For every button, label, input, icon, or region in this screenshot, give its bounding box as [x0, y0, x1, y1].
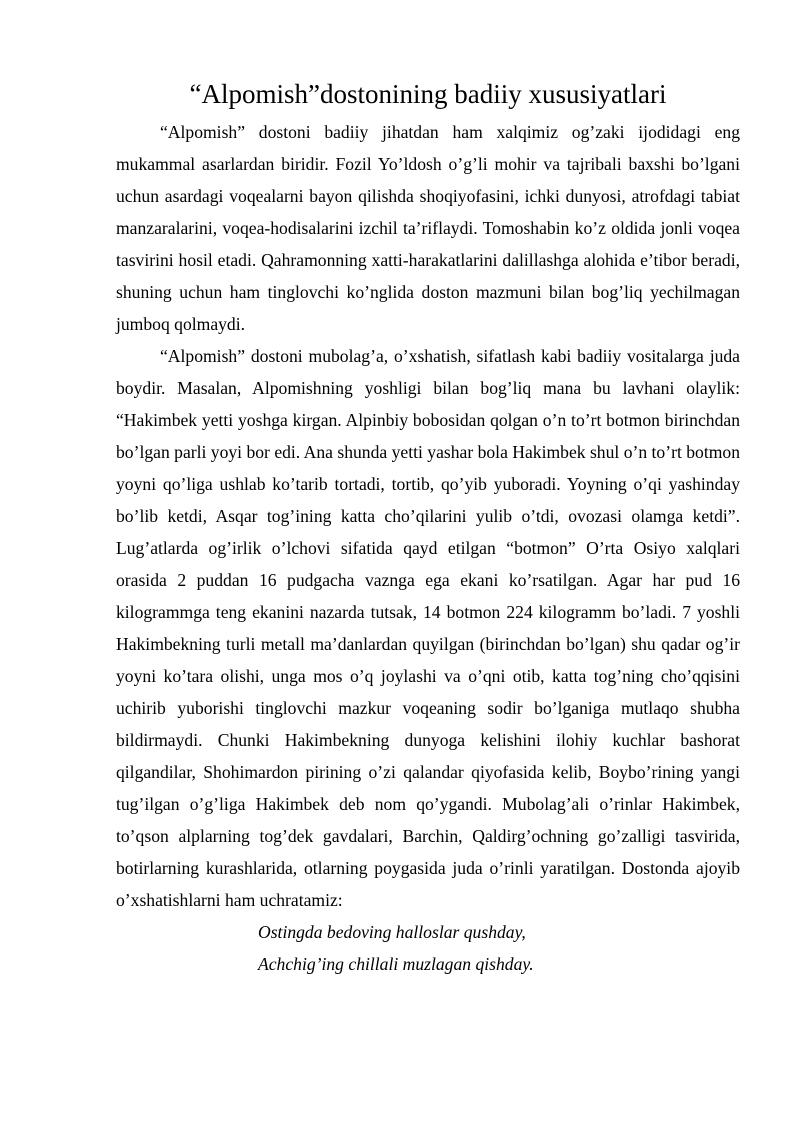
paragraph-1: “Alpomish” dostoni badiiy jihatdan ham xalqimiz og’zaki ijodidagi eng mukammal asarlardan biridir. Fozil Yo’ldosh o’g’li mohir va tajribali baxshi bo’lgani uchun asardagi voqealarni bayon qilishda shoqiyofasini, ichki dunyosi, atrofdagi tabiat manzaralarini, voqea-hodisalarini izchil ta’riflaydi. Tomoshabin ko’z oldida jonli voqea tasvirini hosil etadi. Qahramonning xatti-harakatlarini dalillashga alohida e’tibor beradi, shuning uchun ham tinglovchi ko’nglida doston mazmuni bilan bog’liq yechilmagan jumboq qolmaydi.: [116, 122, 740, 334]
verse-line-1: Ostingda bedoving halloslar qushday,: [258, 922, 526, 942]
document-page: [116, 74, 740, 980]
verse-quote: [116, 916, 740, 980]
document-title: “Alpomish”dostonining badiiy xususiyatlari: [189, 79, 667, 109]
paragraph-2: “Alpomish” dostoni mubolag’a, o’xshatish, sifatlash kabi badiiy vositalarga juda boydir. Masalan, Alpomishning yoshligi bilan bog’liq mana bu lavhani olaylik: “Hakimbek yetti yoshga kirgan. Alpinbiy bobosidan qolgan o’n to’rt botmon birinchdan bo’lgan parli yoyi bor edi. Ana shunda yetti yashar bola Hakimbek shul o’n to’rt botmon yoyni qo’liga ushlab ko’tarib tortadi, tortib, qo’yib yuboradi. Yoyning o’qi yashinday bo’lib ketdi, Asqar tog’ining katta cho’qilarini yulib o’tdi, ovozasi olamga ketdi”. Lug’atlarda og’irlik o’lchovi sifatida qayd etilgan “botmon” O’rta Osiyo xalqlari orasida 2 puddan 16 pudgacha vaznga ega ekani ko’rsatilgan. Agar har pud 16 kilogrammga teng ekanini nazarda tutsak, 14 botmon 224 kilogramm bo’ladi. 7 yoshli Hakimbekning turli metall ma’danlardan quyilgan (birinchdan bo’lgan) shu qadar og’ir yoyni ko’tara olishi, unga mos o’q joylashi va o’qni otib, katta tog’ning cho’qqisini uchirib yuborishi tinglovchi mazkur voqeaning sodir bo’lganiga mutlaqo shubha bildirmaydi. Chunki Hakimbekning dunyoga kelishini ilohiy kuchlar bashorat qilgandilar, Shohimardon pirining o’zi qalandar qiyofasida kelib, Boybo’rining yangi tug’ilgan o’g’liga Hakimbek deb nom qo’ygandi. Mubolag’ali o’rinlar Hakimbek, to’qson alplarning tog’dek gavdalari, Barchin, Qaldirg’ochning go’zalligi tasvirida, botirlarning kurashlarida, otlarning poygasida juda o’rinli yaratilgan. Dostonda ajoyib o’xshatishlarni ham uchratamiz:: [116, 346, 740, 910]
verse-line-2: Achchig’ing chillali muzlagan qishday.: [258, 954, 534, 974]
